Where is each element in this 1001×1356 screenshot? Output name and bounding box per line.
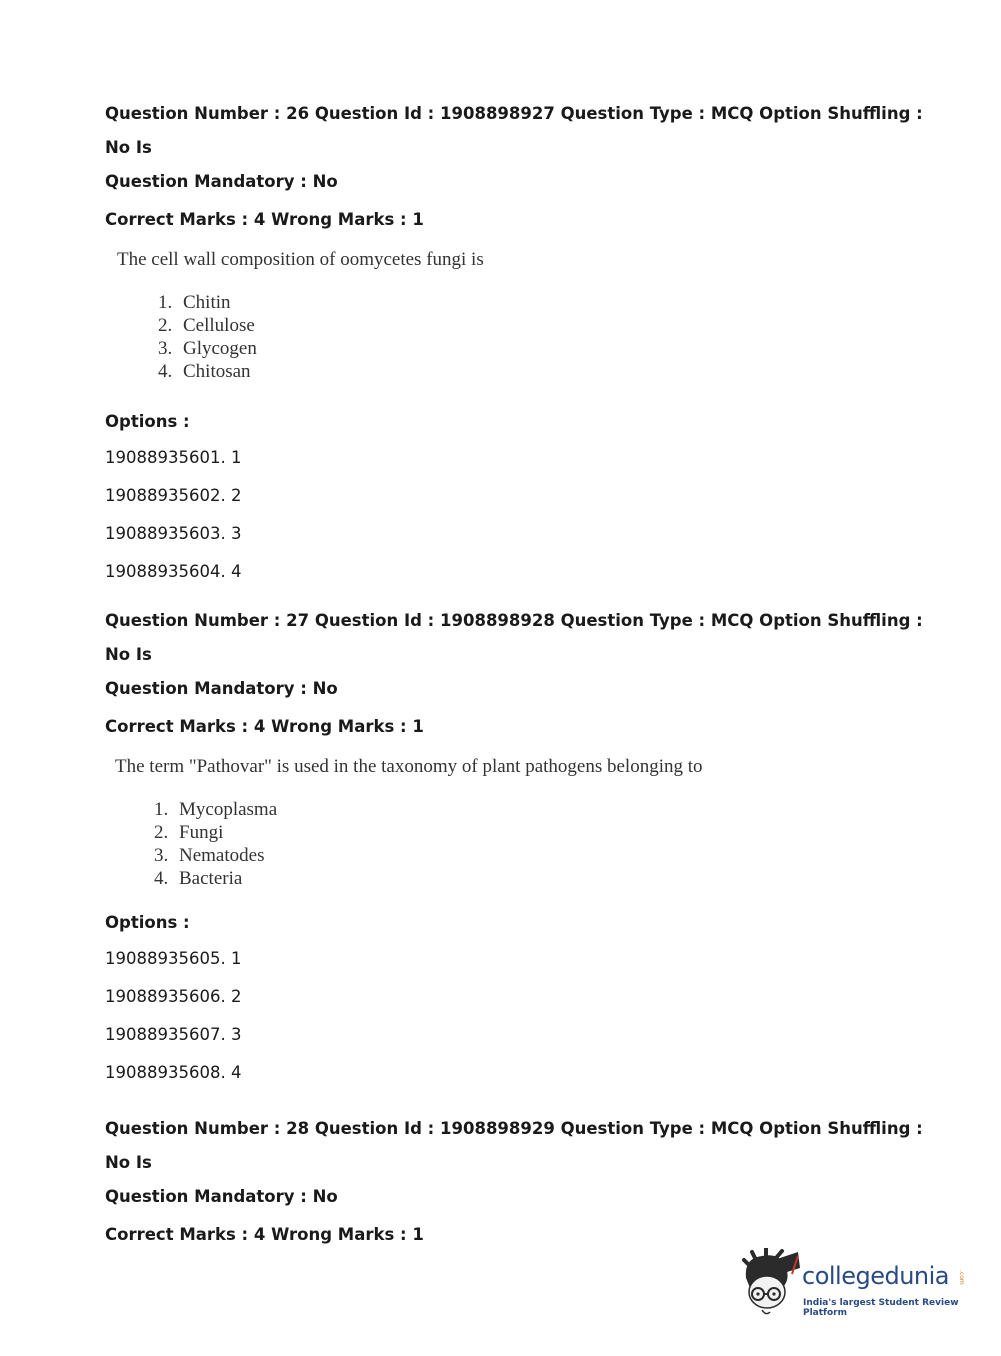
choice-item: 2. Cellulose (177, 314, 925, 337)
question-meta: Question Number : 27 Question Id : 1908898928 Question Type : MCQ Option Shuffling : No Is (105, 611, 923, 664)
question-meta: Question Number : 26 Question Id : 1908898927 Question Type : MCQ Option Shuffling : No Is (105, 104, 923, 157)
question-block-27 (105, 604, 925, 1092)
question-mandatory: Question Mandatory : No (105, 1187, 338, 1206)
choice-item: 3. Nematodes (173, 844, 925, 867)
question-mandatory: Question Mandatory : No (105, 172, 338, 191)
option-item: 19088935605. 1 (105, 949, 242, 968)
question-mandatory: Question Mandatory : No (105, 679, 338, 698)
question-marks: Correct Marks : 4 Wrong Marks : 1 (105, 717, 424, 736)
question-stem: The cell wall composition of oomycetes fungi is (117, 249, 484, 270)
choice-item: 3. Glycogen (177, 337, 925, 360)
option-item: 19088935607. 3 (105, 1025, 242, 1044)
choice-item: 4. Chitosan (177, 360, 925, 383)
question-marks: Correct Marks : 4 Wrong Marks : 1 (105, 1225, 424, 1244)
question-meta: Question Number : 28 Question Id : 1908898929 Question Type : MCQ Option Shuffling : No Is (105, 1119, 923, 1172)
question-marks: Correct Marks : 4 Wrong Marks : 1 (105, 210, 424, 229)
option-item: 19088935604. 4 (105, 562, 242, 581)
brand-tagline: India's largest Student Review Platform (803, 1298, 959, 1318)
options-label: Options : (105, 412, 190, 431)
brand-suffix: .com (958, 1270, 965, 1285)
question-block-26 (105, 97, 925, 591)
option-item: 19088935608. 4 (105, 1063, 242, 1082)
question-block-28 (105, 1112, 925, 1252)
collegedunia-logo (740, 1248, 970, 1328)
brand-name: collegedunia (802, 1262, 950, 1290)
option-item: 19088935602. 2 (105, 486, 242, 505)
option-item: 19088935603. 3 (105, 524, 242, 543)
choice-item: 2. Fungi (173, 821, 925, 844)
choice-item: 1. Chitin (177, 291, 925, 314)
options-label: Options : (105, 913, 190, 932)
option-item: 19088935606. 2 (105, 987, 242, 1006)
option-item: 19088935601. 1 (105, 448, 242, 467)
choice-item: 1. Mycoplasma (173, 798, 925, 821)
mascot-icon (740, 1248, 802, 1318)
choice-item: 4. Bacteria (173, 867, 925, 890)
choice-list (105, 291, 925, 383)
question-stem: The term "Pathovar" is used in the taxonomy of plant pathogens belonging to (115, 756, 703, 777)
choice-list (105, 798, 925, 890)
